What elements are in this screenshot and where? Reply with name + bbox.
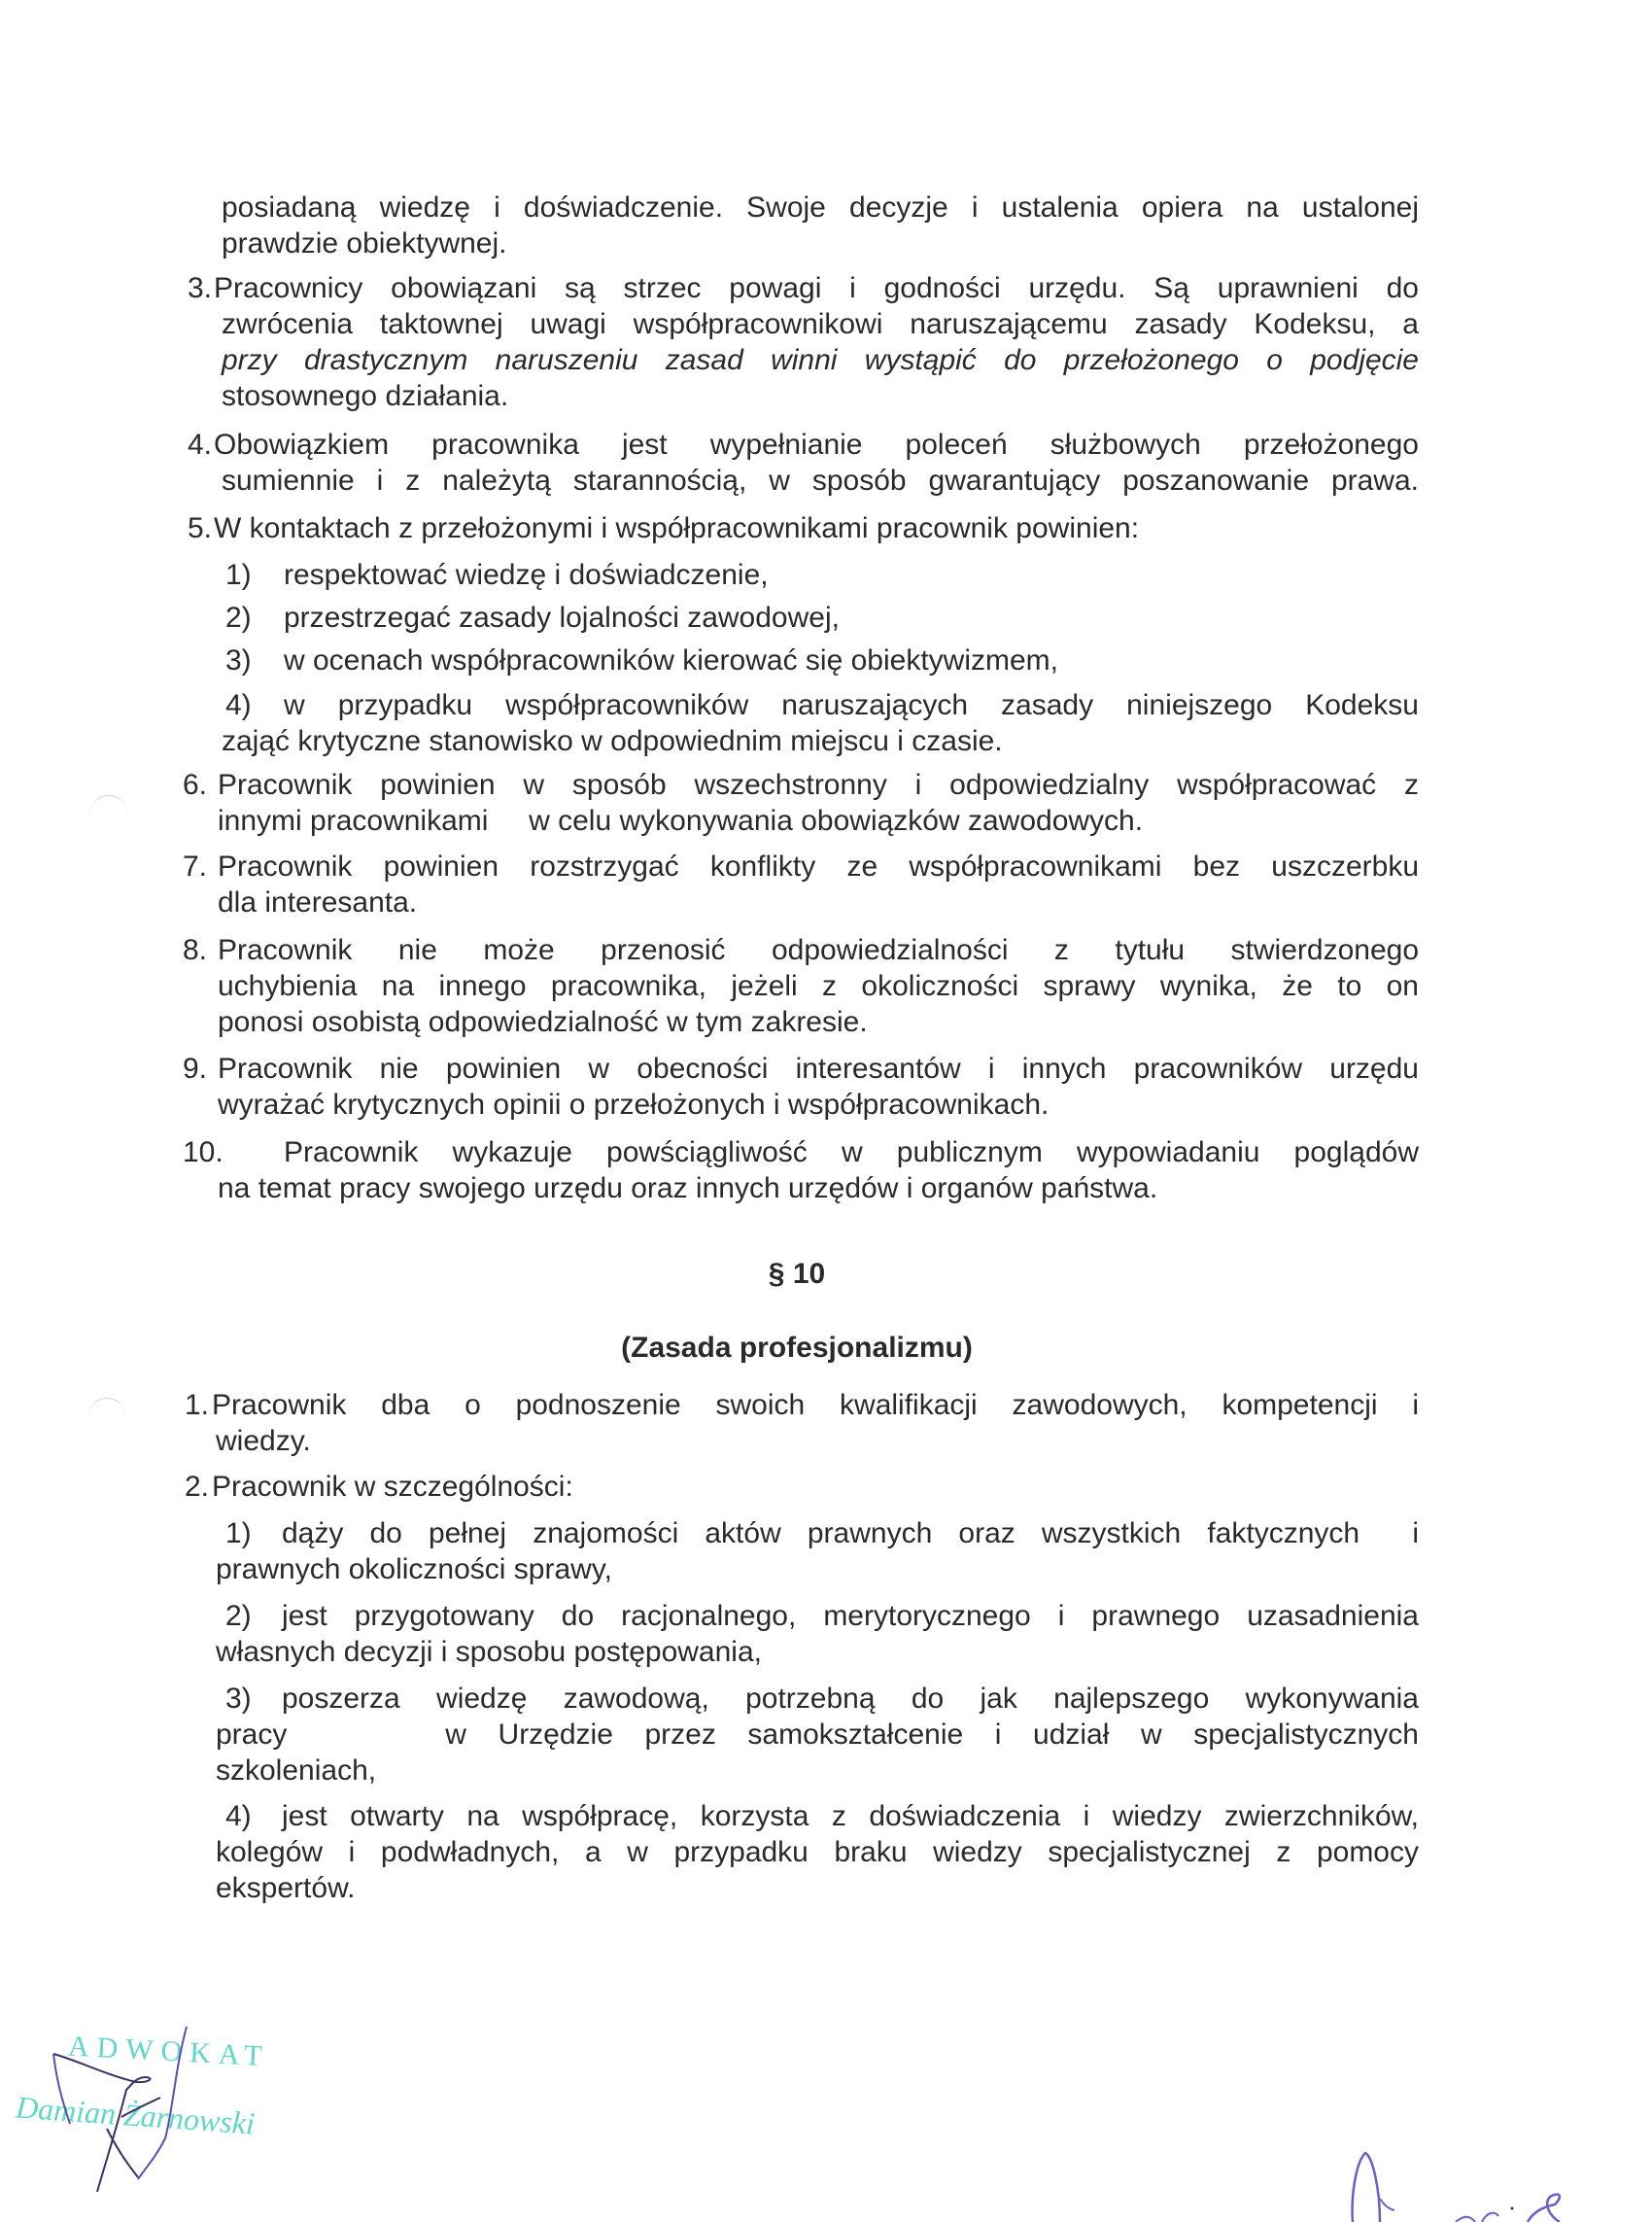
s10-sub-4-number: 4) [225, 1800, 252, 1832]
s10-sub-1-line-2: prawnych okoliczności sprawy, [216, 1553, 612, 1585]
item-7-line-2: dla interesanta. [218, 886, 418, 919]
margin-mark [89, 795, 128, 835]
item-6-line-2: innymi pracownikami w celu wykonywania obowiązków zawodowych. [218, 805, 1144, 837]
s10-item-2-number: 2. [185, 1471, 210, 1503]
s10-sub-3-number: 3) [225, 1683, 252, 1715]
item-4-line-1: Obowiązkiem pracownika jest wypełnianie poleceń służbowych przełożonego [214, 429, 1419, 461]
item-9-number: 9. [183, 1053, 208, 1085]
item-8-line-3: ponosi osobistą odpowiedzialność w tym zakresie. [218, 1006, 868, 1038]
s10-item-2-line-1: Pracownik w szczególności: [212, 1471, 573, 1503]
item-8-number: 8. [183, 934, 208, 966]
item-6-line-1: Pracownik powinien w sposób wszechstronny i odpowiedzialny współpracować z [218, 769, 1419, 801]
intro-line-1: posiadaną wiedzę i doświadczenie. Swoje decyzje i ustalenia opiera na ustalonej [222, 191, 1419, 224]
item-5-sub-3-text: w ocenach współpracowników kierować się obiektywizmem, [284, 644, 1058, 677]
s10-sub-3-line-2: pracy w Urzędzie przez samokształcenie i udział w specjalistycznych [216, 1719, 1419, 1751]
item-3-number: 3. [188, 272, 213, 304]
item-10-line-2: na temat pracy swojego urzędu oraz innych urzędów i organów państwa. [218, 1172, 1158, 1204]
item-3-line-2: zwrócenia taktownej uwagi współpracownikowi naruszającemu zasady Kodeksu, a [222, 308, 1419, 340]
item-3-line-1: Pracownicy obowiązani są strzec powagi i godności urzędu. Są uprawnieni do [214, 272, 1419, 304]
item-5-sub-4-number: 4) [225, 689, 252, 721]
item-5-sub-4-line-2: zająć krytyczne stanowisko w odpowiednim miejscu i czasie. [222, 725, 1003, 757]
s10-item-1-line-2: wiedzy. [216, 1425, 311, 1457]
item-9-line-1: Pracownik nie powinien w obecności interesantów i innych pracowników urzędu [218, 1053, 1419, 1085]
item-5-sub-1-number: 1) [225, 559, 252, 591]
item-8-line-2: uchybienia na innego pracownika, jeżeli z okoliczności sprawy wynika, że to on [218, 970, 1419, 1002]
stamp-name: Damian Żarnowski [15, 2089, 257, 2141]
s10-sub-2-line-1: jest przygotowany do racjonalnego, merytorycznego i prawnego uzasadnienia [282, 1600, 1419, 1632]
s10-sub-1-number: 1) [225, 1517, 252, 1549]
signature-right-icon [1312, 2090, 1652, 2222]
item-5-line-1: W kontaktach z przełożonymi i współpracownikami pracownik powinien: [214, 512, 1140, 544]
item-3-line-3: przy drastycznym naruszeniu zasad winni wystąpić do przełożonego o podjęcie [222, 344, 1419, 376]
s10-item-1-number: 1. [185, 1389, 210, 1421]
signature-left-icon [0, 1993, 340, 2222]
item-5-sub-4-line-1: w przypadku współpracowników naruszających zasady niniejszego Kodeksu [284, 689, 1419, 721]
s10-sub-2-number: 2) [225, 1600, 252, 1632]
margin-mark [87, 1398, 126, 1438]
s10-sub-1-line-1: dąży do pełnej znajomości aktów prawnych oraz wszystkich faktycznych i [282, 1517, 1419, 1549]
item-7-line-1: Pracownik powinien rozstrzygać konflikty ze współpracownikami bez uszczerbku [218, 851, 1419, 883]
item-10-line-1: Pracownik wykazuje powściągliwość w publicznym wypowiadaniu poglądów [284, 1136, 1419, 1168]
item-9-line-2: wyrażać krytycznych opinii o przełożonych i współpracownikach. [218, 1089, 1050, 1121]
intro-line-2: prawdzie obiektywnej. [222, 227, 507, 260]
item-7-number: 7. [183, 851, 208, 883]
item-6-number: 6. [183, 769, 208, 801]
item-5-sub-2-number: 2) [225, 602, 252, 634]
item-5-sub-2-text: przestrzegać zasady lojalności zawodowej, [284, 602, 840, 634]
item-3-line-4: stosownego działania. [222, 380, 509, 412]
stamp-title: ADWOKAT [67, 2030, 271, 2073]
s10-item-1-line-1: Pracownik dba o podnoszenie swoich kwalifikacji zawodowych, kompetencji i [212, 1389, 1419, 1421]
item-10-number: 10. [183, 1136, 224, 1168]
item-5-sub-1-text: respektować wiedzę i doświadczenie, [284, 559, 769, 591]
s10-sub-4-line-1: jest otwarty na współpracę, korzysta z doświadczenia i wiedzy zwierzchników, [282, 1800, 1419, 1832]
section-title: (Zasada profesjonalizmu) [621, 1332, 973, 1364]
item-4-line-2: sumiennie i z należytą starannością, w sposób gwarantujący poszanowanie prawa. [222, 465, 1419, 497]
s10-sub-4-line-2: kolegów i podwładnych, a w przypadku braku wiedzy specjalistycznej z pomocy [216, 1836, 1419, 1868]
s10-sub-3-line-3: szkoleniach, [216, 1754, 377, 1787]
item-5-number: 5. [188, 512, 213, 544]
item-4-number: 4. [188, 429, 213, 461]
item-5-sub-3-number: 3) [225, 644, 252, 677]
item-8-line-1: Pracownik nie może przenosić odpowiedzialności z tytułu stwierdzonego [218, 934, 1419, 966]
s10-sub-3-line-1: poszerza wiedzę zawodową, potrzebną do jak najlepszego wykonywania [282, 1683, 1419, 1715]
s10-sub-2-line-2: własnych decyzji i sposobu postępowania, [216, 1636, 762, 1668]
s10-sub-4-line-3: ekspertów. [216, 1872, 356, 1904]
section-heading: § 10 [768, 1258, 826, 1290]
